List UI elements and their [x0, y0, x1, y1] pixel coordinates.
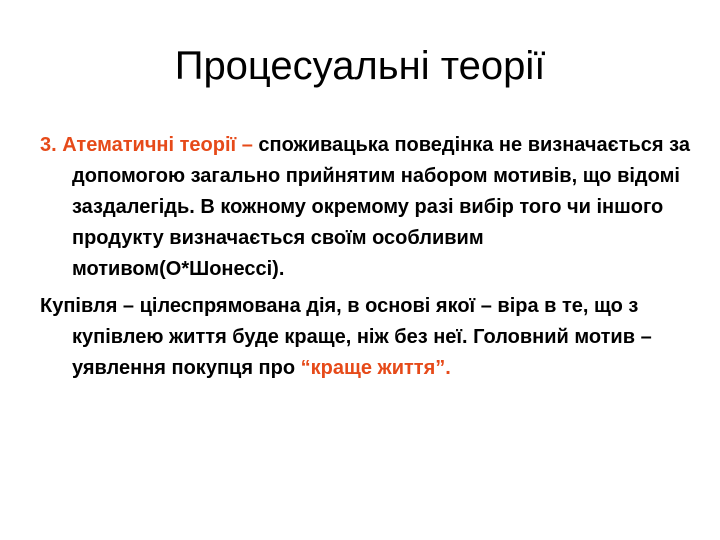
- paragraph-2-end: .: [445, 357, 451, 379]
- paragraph-2-text: Купівля – цілеспрямована дія, в основі якої – віра в те, що з купівлею життя буде краще, ніж без неї. Головний мотив – уявлення покупця про: [40, 295, 652, 379]
- paragraph-1-lead: 3. Атематичні теорії –: [40, 134, 259, 156]
- slide-body: [40, 130, 690, 384]
- paragraph-purchase: [40, 291, 690, 384]
- paragraph-1-text: споживацька поведінка не визначається за допомогою загально прийнятим набором мотивів, що відомі заздалегідь. В кожному окремому разі вибір того чи іншого продукту визначається своїм особливим мотивом(О*Шонессі).: [72, 134, 690, 280]
- slide-title: Процесуальні теорії: [174, 44, 546, 88]
- paragraph-2-highlight: “краще життя”: [300, 357, 446, 379]
- paragraph-athematic-theories: [40, 130, 690, 285]
